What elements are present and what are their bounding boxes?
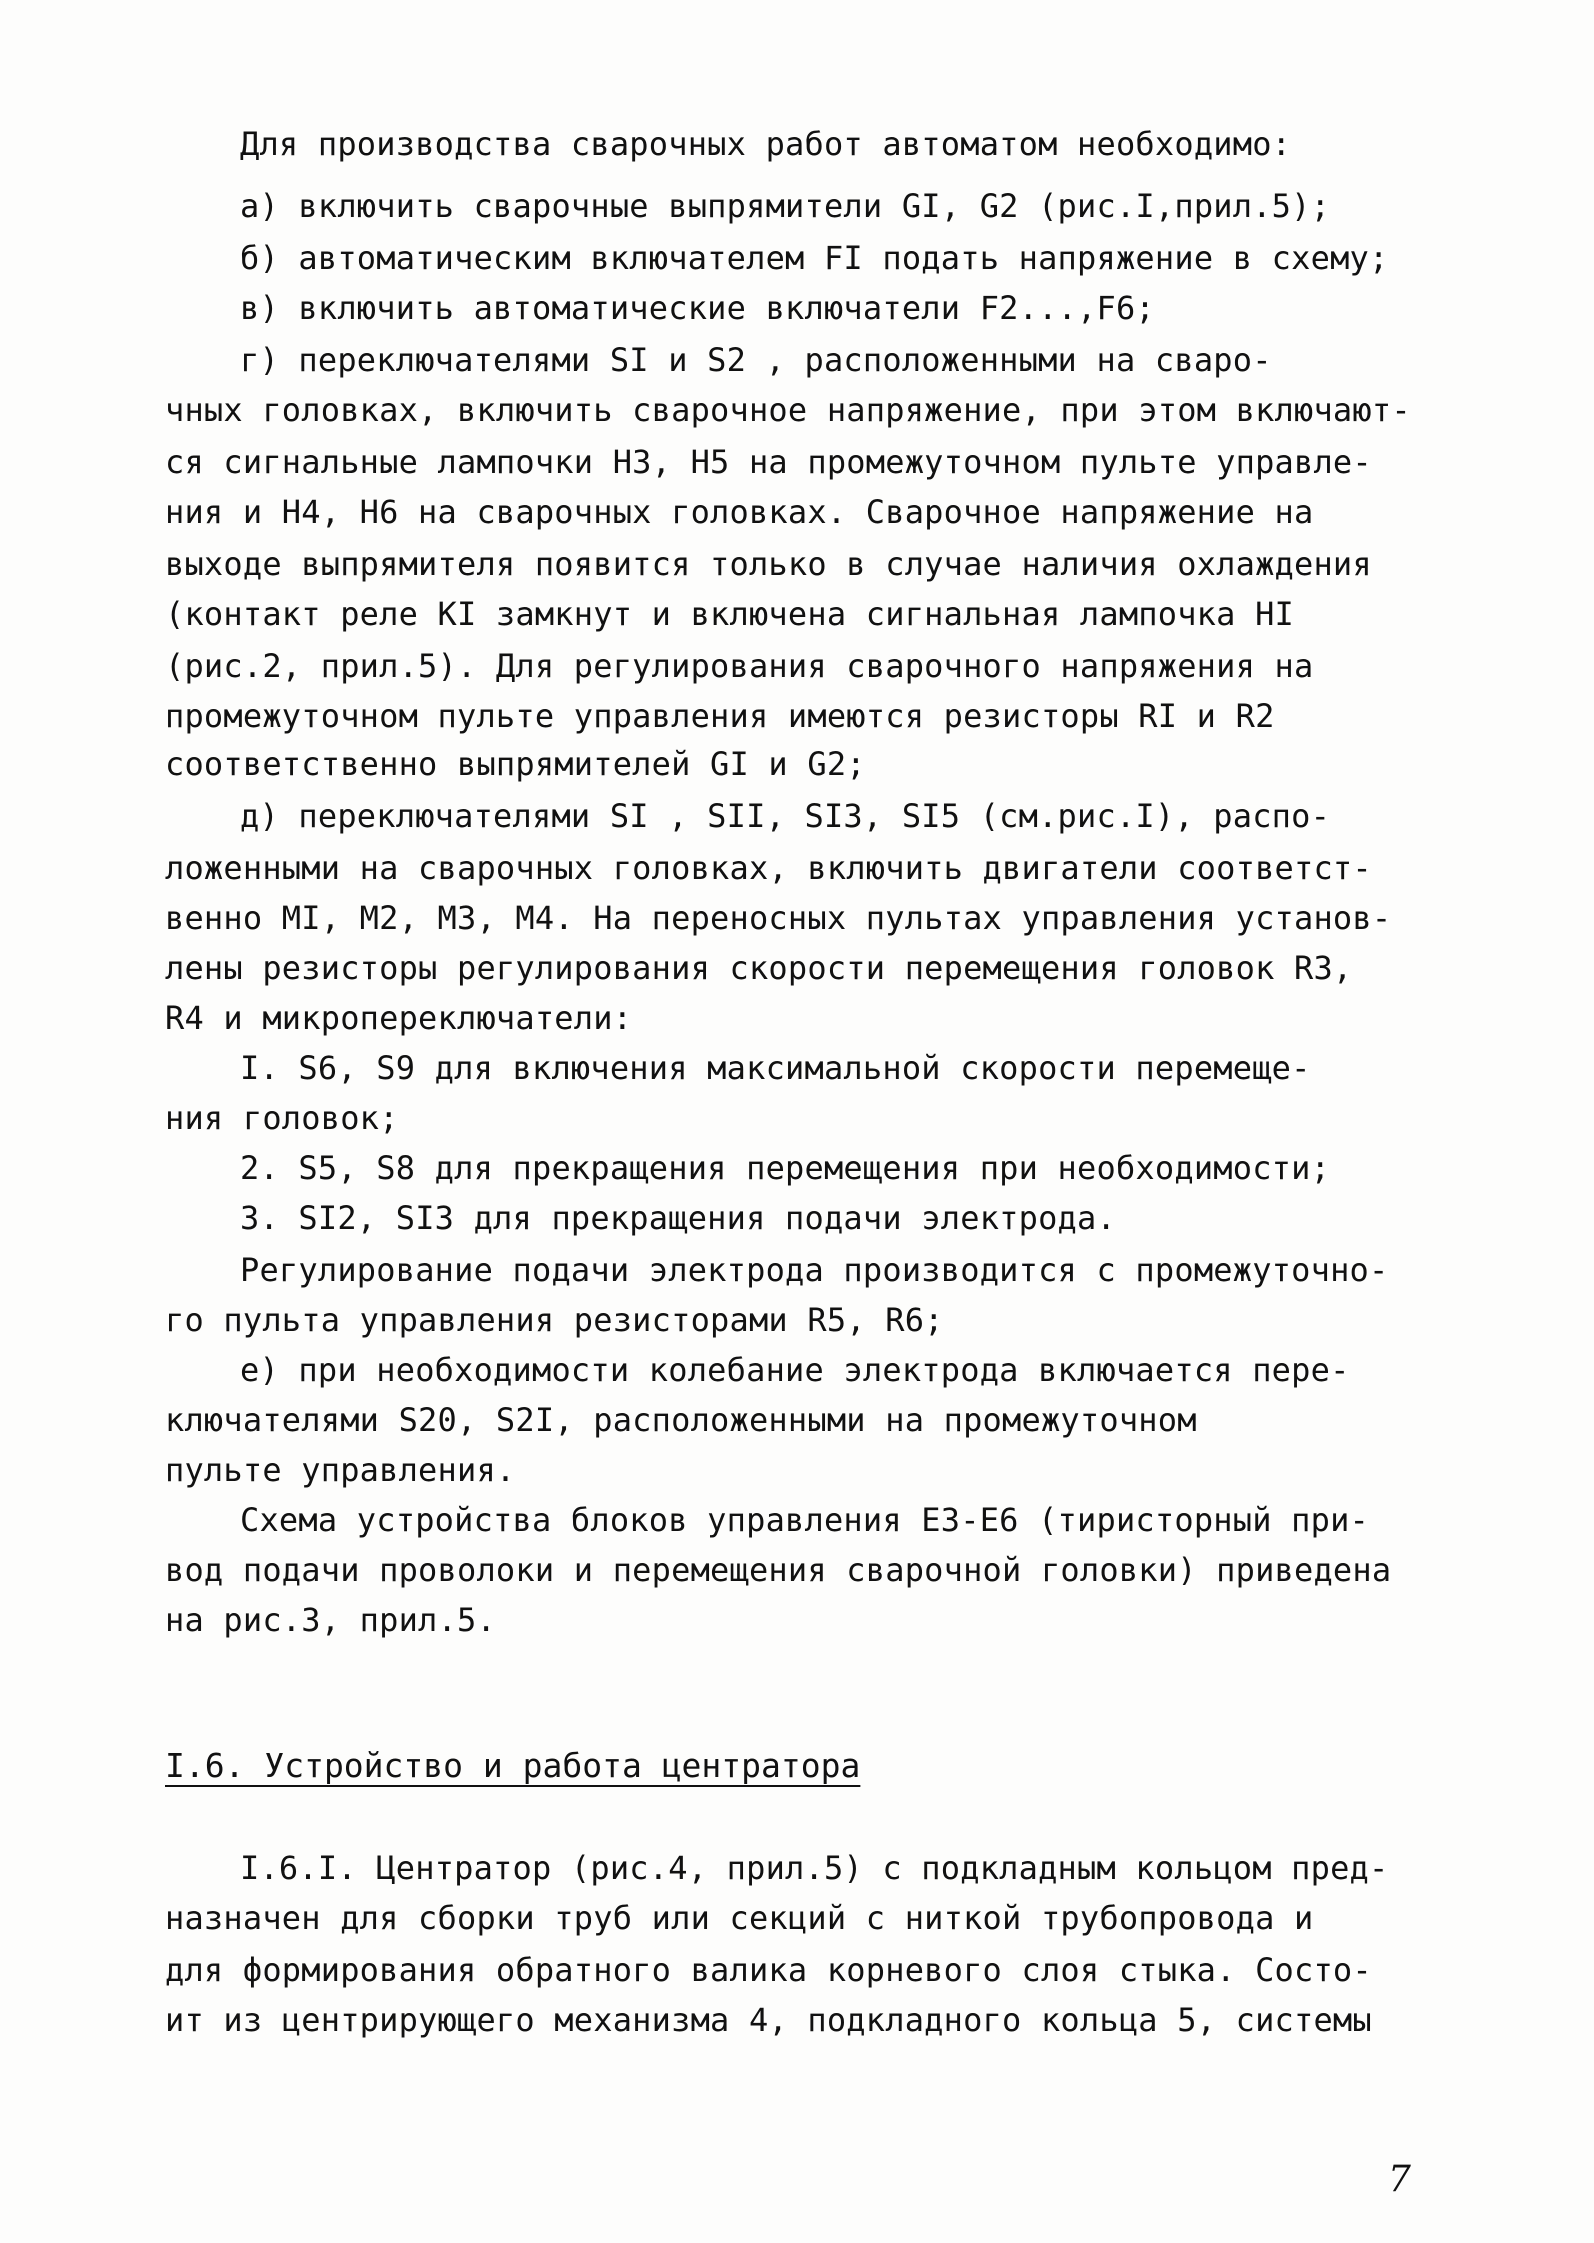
text-line: го пульта управления резисторами R5, R6; <box>165 1301 944 1339</box>
text-line: в) включить автоматические включатели F2...,F6; <box>240 289 1155 327</box>
text-line: 3. SI2, SI3 для прекращения подачи электрода. <box>240 1199 1116 1237</box>
text-line: R4 и микропереключатели: <box>165 999 633 1037</box>
text-line: назначен для сборки труб или секций с ниткой трубопровода и <box>165 1899 1314 1937</box>
page-number: 7 <box>1388 2159 1411 2200</box>
text-line: для формирования обратного валика корневого слоя стыка. Состо- <box>165 1951 1372 1989</box>
text-line: Для производства сварочных работ автоматом необходимо: <box>240 125 1292 163</box>
text-line: Схема устройства блоков управления Е3-Е6 (тиристорный при- <box>240 1501 1370 1539</box>
text-line: ния и Н4, Н6 на сварочных головках. Сварочное напряжение на <box>165 493 1314 531</box>
text-line: промежуточном пульте управления имеются резисторы RI и R2 <box>165 697 1275 735</box>
text-line: е) при необходимости колебание электрода включается пере- <box>240 1351 1350 1389</box>
text-line: ся сигнальные лампочки Н3, Н5 на промежуточном пульте управле- <box>165 443 1372 481</box>
text-line: пульте управления. <box>165 1451 516 1489</box>
text-line: вод подачи проволоки и перемещения сварочной головки) приведена <box>165 1551 1392 1589</box>
text-line: I. S6, S9 для включения максимальной скорости перемеще- <box>240 1049 1311 1087</box>
text-line: выходе выпрямителя появится только в случае наличия охлаждения <box>165 545 1372 583</box>
text-line: ния головок; <box>165 1099 399 1137</box>
text-line: соответственно выпрямителей GI и G2; <box>165 745 866 783</box>
text-line: (контакт реле KI замкнут и включена сигнальная лампочка НI <box>165 595 1295 633</box>
text-line: ит из центрирующего механизма 4, подкладного кольца 5, системы <box>165 2001 1372 2039</box>
text-line: д) переключателями SI , SII, SI3, SI5 (см.рис.I), распо- <box>240 797 1331 835</box>
text-line: I.6.I. Центратор (рис.4, прил.5) с подкладным кольцом пред- <box>240 1849 1389 1887</box>
text-line: 2. S5, S8 для прекращения перемещения при необходимости; <box>240 1149 1331 1187</box>
text-line: ключателями S20, S2I, расположенными на промежуточном <box>165 1401 1197 1439</box>
text-line: а) включить сварочные выпрямители GI, G2 (рис.I,прил.5); <box>240 187 1331 225</box>
text-line: г) переключателями SI и S2 , расположенными на сваро- <box>240 341 1272 379</box>
text-line: Регулирование подачи электрода производится с промежуточно- <box>240 1251 1389 1289</box>
text-line: на рис.3, прил.5. <box>165 1601 496 1639</box>
text-line: чных головках, включить сварочное напряжение, при этом включают- <box>165 391 1411 429</box>
text-line: ложенными на сварочных головках, включить двигатели соответст- <box>165 849 1372 887</box>
section-heading: I.6. Устройство и работа центратора <box>165 1746 861 1785</box>
text-line: б) автоматическим включателем FI подать напряжение в схему; <box>240 239 1389 277</box>
text-line: (рис.2, прил.5). Для регулирования сварочного напряжения на <box>165 647 1314 685</box>
text-line: венно MI, M2, M3, M4. На переносных пультах управления установ- <box>165 899 1392 937</box>
text-line: лены резисторы регулирования скорости перемещения головок R3, <box>165 949 1353 987</box>
